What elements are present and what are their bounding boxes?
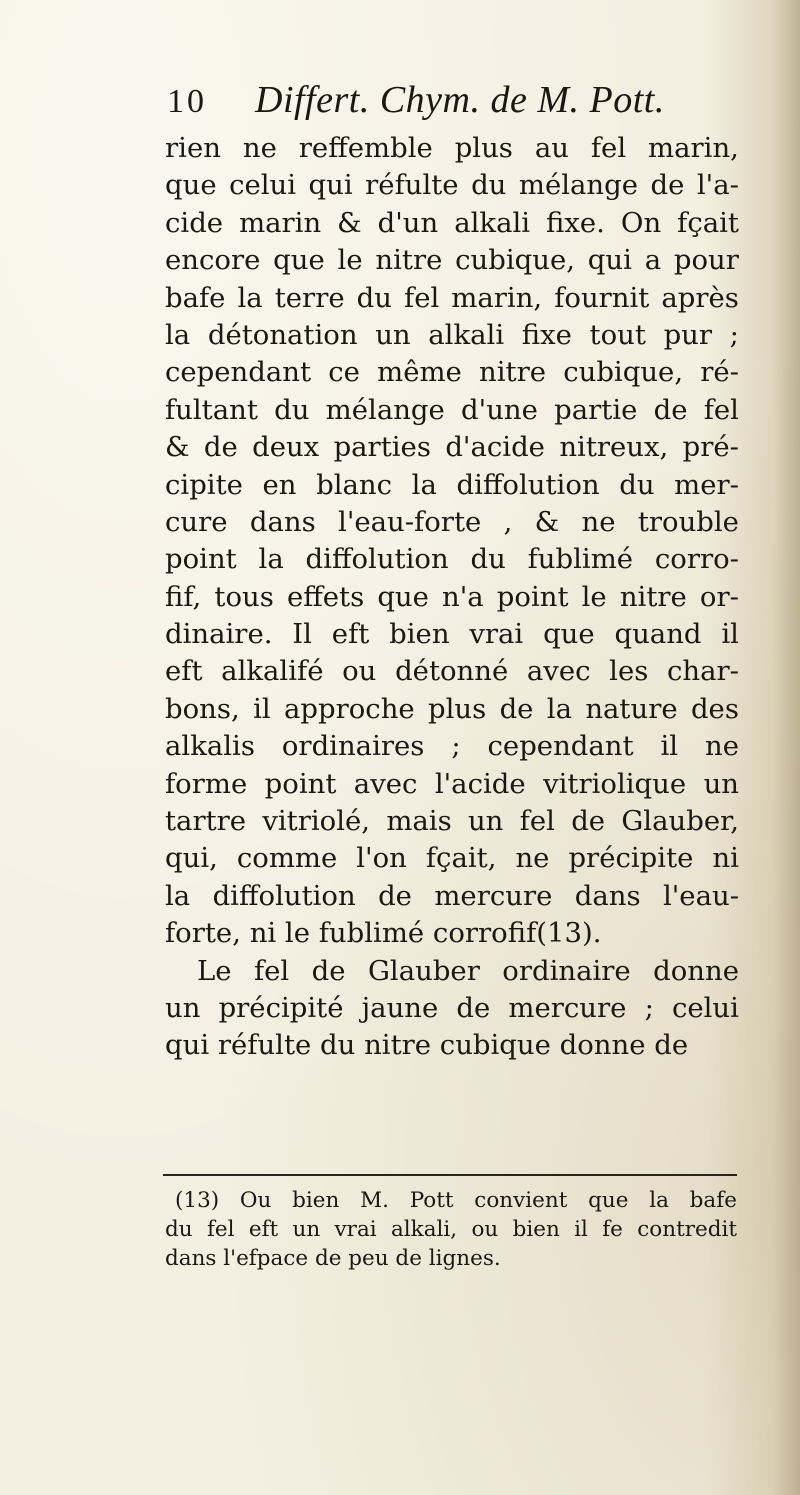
footnote-line: dans l'efpace de peu de lignes.: [165, 1246, 501, 1271]
footnote: [165, 1186, 737, 1273]
text-line: un précipité jaune de mercure ; celui: [165, 991, 739, 1024]
text-line: rien ne reffemble plus au fel marin,: [165, 132, 739, 164]
running-title: Differt. Chym. de M. Pott.: [255, 79, 665, 121]
page-number: 10: [167, 83, 207, 120]
text-line: Le fel de Glauber ordinaire donne: [197, 954, 739, 987]
footnote-line: du fel eft un vrai alkali, ou bien il fe contredit: [165, 1217, 737, 1242]
page-edge-shadow: [772, 0, 800, 1495]
footnote-rule: [163, 1174, 737, 1176]
text-line: qui, comme l'on fçait, ne précipite ni: [165, 842, 739, 875]
text-line: dinaire. Il eft bien vrai que quand il: [165, 618, 739, 651]
text-line: cure dans l'eau-forte , & ne trouble: [165, 505, 739, 538]
body-text: [165, 130, 739, 1065]
text-line: point la diffolution du fublimé corro-: [165, 543, 739, 576]
text-line: cipite en blanc la diffolution du mer-: [165, 468, 739, 501]
text-line: qui réfulte du nitre cubique donne de: [165, 1029, 689, 1062]
text-line: alkalis ordinaires ; cependant il ne: [165, 730, 739, 763]
text-line: tartre vitriolé, mais un fel de Glauber,: [165, 805, 739, 838]
text-line: bafe la terre du fel marin, fournit après: [165, 281, 739, 314]
page-header: [167, 78, 707, 126]
text-line: eft alkalifé ou détonné avec les char-: [165, 655, 739, 688]
text-line: la détonation un alkali fixe tout pur ;: [165, 318, 739, 351]
text-line: forme point avec l'acide vitriolique un: [165, 767, 739, 800]
text-line: fultant du mélange d'une partie de fel: [165, 393, 739, 426]
text-line: forte, ni le fublimé corrofif(13).: [165, 917, 602, 950]
text-line: cependant ce même nitre cubique, ré-: [165, 356, 739, 389]
text-line: bons, il approche plus de la nature des: [165, 692, 739, 725]
text-line: la diffolution de mercure dans l'eau-: [165, 879, 739, 912]
footnote-line: (13) Ou bien M. Pott convient que la bafe: [175, 1188, 737, 1213]
text-line: encore que le nitre cubique, qui a pour: [165, 244, 739, 277]
text-line: & de deux parties d'acide nitreux, pré-: [165, 431, 739, 464]
text-line: cide marin & d'un alkali fixe. On fçait: [165, 206, 739, 239]
text-line: que celui qui réfulte du mélange de l'a-: [165, 169, 739, 202]
text-line: fif, tous effets que n'a point le nitre or-: [165, 580, 739, 613]
